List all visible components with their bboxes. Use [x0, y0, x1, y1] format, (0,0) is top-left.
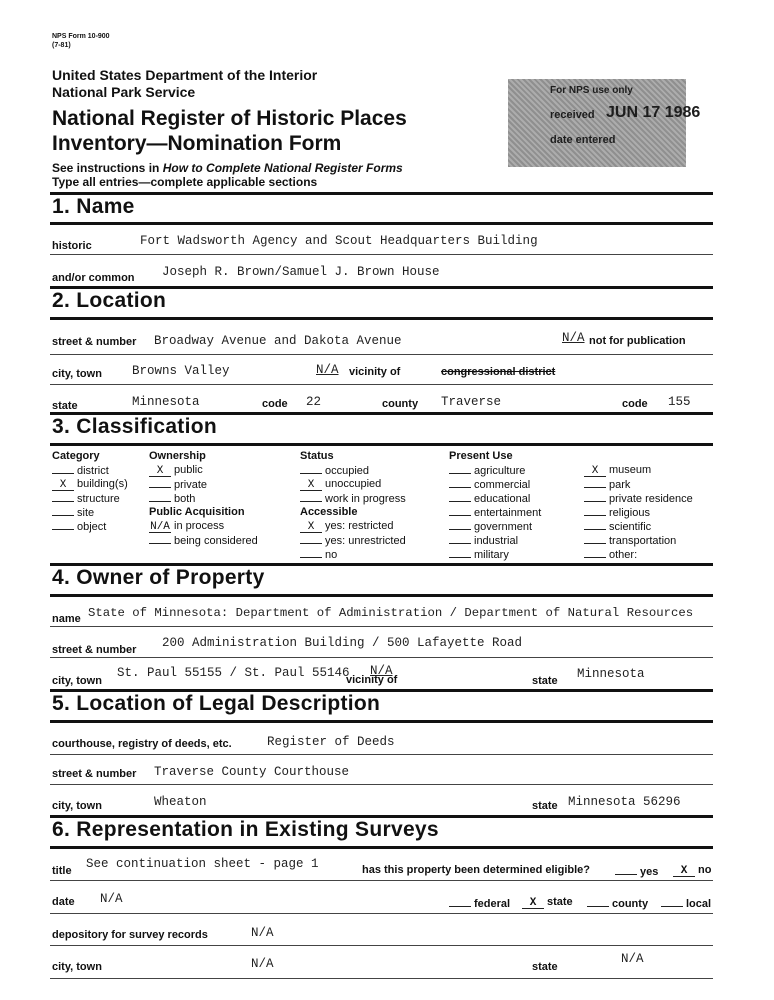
- use-item: park: [584, 477, 693, 491]
- acquisition-item: being considered: [149, 533, 258, 547]
- rule: [50, 317, 713, 320]
- rule: [50, 720, 713, 723]
- use-item: entertainment: [449, 505, 541, 519]
- form-number: NPS Form 10-900: [52, 33, 110, 40]
- status-column: [300, 449, 406, 561]
- legal-city: Wheaton: [154, 795, 207, 809]
- courthouse: Register of Deeds: [267, 735, 395, 749]
- county-label: county: [382, 398, 419, 410]
- section1-heading: 1. Name: [52, 195, 135, 218]
- rule: [50, 978, 713, 979]
- status-heading: Status: [300, 450, 334, 462]
- owner-name-label: name: [52, 613, 81, 625]
- section6-heading: 6. Representation in Existing Surveys: [52, 818, 439, 841]
- nps-use-stamp: [508, 79, 701, 167]
- accessible-heading: Accessible: [300, 506, 358, 518]
- common-label: and/or common: [52, 272, 135, 284]
- ownership-item: private: [149, 477, 258, 491]
- survey-city: N/A: [251, 957, 274, 971]
- present-use-heading: Present Use: [449, 450, 513, 462]
- legal-state-label: state: [532, 800, 558, 812]
- nfp-mark: N/A: [562, 331, 585, 345]
- historic-label: historic: [52, 240, 92, 252]
- survey-title-label: title: [52, 865, 72, 877]
- present-use-column-1: [449, 449, 541, 561]
- status-item: occupied: [300, 463, 406, 477]
- stamp-entered-label: date entered: [550, 134, 616, 146]
- location-state: Minnesota: [132, 395, 200, 409]
- legal-street: Traverse County Courthouse: [154, 765, 350, 779]
- rule: [50, 880, 713, 881]
- category-item: object: [52, 519, 128, 533]
- status-item: work in progress: [300, 491, 406, 505]
- eligible-label: has this property been determined eligible?: [362, 864, 590, 876]
- rule: [50, 254, 713, 255]
- rule: [50, 846, 713, 849]
- instructions-line1: See instructions in How to Complete National Register Forms: [52, 161, 403, 175]
- category-column: [52, 449, 128, 533]
- rule: [50, 945, 713, 946]
- survey-city-label: city, town: [52, 961, 102, 973]
- use-item: government: [449, 519, 541, 533]
- legal-city-label: city, town: [52, 800, 102, 812]
- survey-title: See continuation sheet - page 1: [86, 857, 319, 871]
- use-item: agriculture: [449, 463, 541, 477]
- accessible-item: yes: unrestricted: [300, 533, 406, 547]
- rule: [50, 192, 713, 195]
- common-name: Joseph R. Brown/Samuel J. Brown House: [162, 265, 440, 279]
- rule: [50, 754, 713, 755]
- survey-state: N/A: [621, 952, 644, 966]
- use-item: transportation: [584, 533, 693, 547]
- status-item: X unoccupied: [300, 477, 406, 491]
- accessible-item: X yes: restricted: [300, 519, 406, 533]
- ownership-item: X public: [149, 463, 258, 477]
- state-code: 22: [306, 395, 322, 409]
- section3-heading: 3. Classification: [52, 415, 217, 438]
- owner-state: Minnesota: [577, 667, 645, 681]
- rule: [50, 443, 713, 446]
- use-item: private residence: [584, 491, 693, 505]
- owner-city: St. Paul 55155 / St. Paul 55146: [117, 666, 350, 680]
- legal-state: Minnesota 56296: [568, 795, 681, 809]
- rule: [50, 384, 713, 385]
- survey-date: N/A: [100, 892, 123, 906]
- section5-heading: 5. Location of Legal Description: [52, 692, 381, 715]
- rule: [50, 657, 713, 658]
- rule: [50, 594, 713, 597]
- use-item: educational: [449, 491, 541, 505]
- county-code-label: code: [622, 398, 648, 410]
- instructions-line2: Type all entries—complete applicable sections: [52, 175, 318, 189]
- level-local: local: [661, 896, 711, 910]
- stamp-use-only: For NPS use only: [550, 85, 633, 96]
- rule: [50, 222, 713, 225]
- location-city: Browns Valley: [132, 364, 230, 378]
- owner-vicinity-label: vicinity of: [346, 674, 398, 686]
- depository-label: depository for survey records: [52, 929, 208, 941]
- use-item: other:: [584, 547, 693, 561]
- agency-department: United States Department of the Interior: [52, 67, 318, 83]
- use-item: scientific: [584, 519, 693, 533]
- legal-street-label: street & number: [52, 768, 137, 780]
- location-county: Traverse: [441, 395, 502, 409]
- state-code-label: code: [262, 398, 288, 410]
- courthouse-label: courthouse, registry of deeds, etc.: [52, 738, 232, 750]
- depository: N/A: [251, 926, 274, 940]
- location-street: Broadway Avenue and Dakota Avenue: [154, 334, 402, 348]
- agency-service: National Park Service: [52, 84, 196, 100]
- owner-city-label: city, town: [52, 675, 102, 687]
- acquisition-item: N/A in process: [150, 520, 225, 533]
- vicinity-label: vicinity of: [349, 366, 401, 378]
- owner-name: State of Minnesota: Department of Administration / Department of Natural Resources: [88, 606, 694, 620]
- congressional-district-label: congressional district: [441, 366, 556, 378]
- eligible-yes: yes: [615, 864, 658, 878]
- category-heading: Category: [52, 450, 100, 462]
- rule: [50, 354, 713, 355]
- eligible-no: X no: [673, 864, 711, 877]
- form-revision: (7-81): [52, 42, 71, 49]
- historic-name: Fort Wadsworth Agency and Scout Headquarters Building: [140, 234, 538, 248]
- level-county: county: [587, 896, 648, 910]
- rule: [50, 784, 713, 785]
- use-item: X museum: [584, 463, 693, 477]
- category-item: X building(s): [52, 477, 128, 491]
- use-item: military: [449, 547, 541, 561]
- level-state: X state: [522, 896, 573, 909]
- owner-state-label: state: [532, 675, 558, 687]
- owner-vicinity-mark: N/A: [370, 664, 393, 678]
- owner-street-label: street & number: [52, 644, 137, 656]
- vicinity-mark: N/A: [316, 363, 339, 377]
- accessible-item: no: [300, 547, 406, 561]
- level-federal: federal: [449, 896, 510, 910]
- form-title-line2: Inventory—Nomination Form: [52, 132, 342, 155]
- ownership-column: [149, 449, 258, 547]
- stamp-received-label: received: [550, 109, 595, 121]
- section2-heading: 2. Location: [52, 289, 167, 312]
- rule: [50, 913, 713, 914]
- survey-state-label: state: [532, 961, 558, 973]
- ownership-heading: Ownership: [149, 450, 206, 462]
- category-item: site: [52, 505, 128, 519]
- city-label: city, town: [52, 368, 102, 380]
- present-use-column-2: [584, 463, 693, 561]
- form-title-line1: National Register of Historic Places: [52, 107, 407, 130]
- use-item: industrial: [449, 533, 541, 547]
- county-code: 155: [668, 395, 691, 409]
- owner-street: 200 Administration Building / 500 Lafayette Road: [162, 636, 523, 650]
- nfp-label: not for publication: [589, 335, 686, 347]
- ownership-item: both: [149, 491, 258, 505]
- state-label: state: [52, 400, 78, 412]
- stamp-received-date: JUN 17 1986: [606, 104, 701, 121]
- rule: [50, 626, 713, 627]
- use-item: commercial: [449, 477, 541, 491]
- category-item: district: [52, 463, 128, 477]
- use-item: religious: [584, 505, 693, 519]
- survey-date-label: date: [52, 896, 75, 908]
- category-item: structure: [52, 491, 128, 505]
- acquisition-heading: Public Acquisition: [149, 506, 245, 518]
- street-label: street & number: [52, 336, 137, 348]
- section4-heading: 4. Owner of Property: [52, 566, 265, 589]
